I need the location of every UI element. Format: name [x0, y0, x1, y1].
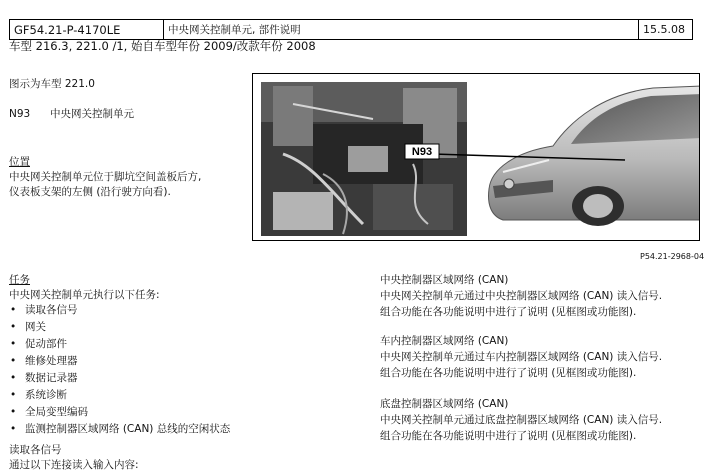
can-section-central: [380, 272, 662, 320]
location-line-2: 仪表板支架的左侧 (沿行驶方向看).: [9, 186, 171, 198]
can-title: 车内控制器区域网络 (CAN): [380, 335, 509, 347]
doc-id: GF54.21-P-4170LE: [10, 20, 164, 39]
callout-label: N93: [411, 146, 433, 158]
component-code: N93: [9, 108, 31, 120]
location-heading: 位置: [9, 156, 30, 168]
figure-illustration: [253, 74, 700, 241]
component-name: 中央网关控制单元: [50, 108, 134, 120]
can-line-1: 中央网关控制单元通过底盘控制器区域网络 (CAN) 读入信号.: [380, 414, 663, 426]
tasks-heading: 任务: [9, 274, 30, 286]
list-item: • 维修处理器: [9, 353, 230, 370]
can-title: 底盘控制器区域网络 (CAN): [380, 398, 509, 410]
list-item: • 监测控制器区域网络 (CAN) 总线的空闲状态: [9, 421, 230, 438]
tasks-list: [9, 302, 230, 438]
can-line-2: 组合功能在各功能说明中进行了说明 (见框图或功能图).: [380, 367, 637, 379]
list-item: • 系统诊断: [9, 387, 230, 404]
read-signals-line: 通过以下连接读入输入内容:: [9, 459, 139, 471]
figure-note: 图示为车型 221.0: [9, 78, 95, 90]
can-section-interior: [380, 333, 662, 381]
doc-date: 15.5.08: [643, 23, 685, 36]
can-line-1: 中央网关控制单元通过中央控制器区域网络 (CAN) 读入信号.: [380, 290, 663, 302]
list-item: • 网关: [9, 319, 230, 336]
can-line-2: 组合功能在各功能说明中进行了说明 (见框图或功能图).: [380, 430, 637, 442]
figure-caption: P54.21-2968-04: [640, 252, 705, 261]
can-title: 中央控制器区域网络 (CAN): [380, 274, 509, 286]
list-item: • 读取各信号: [9, 302, 230, 319]
component-figure: [252, 73, 700, 241]
can-line-2: 组合功能在各功能说明中进行了说明 (见框图或功能图).: [380, 306, 637, 318]
list-item: • 促动部件: [9, 336, 230, 353]
can-line-1: 中央网关控制单元通过车内控制器区域网络 (CAN) 读入信号.: [380, 351, 663, 363]
location-line-1: 中央网关控制单元位于脚坑空间盖板后方,: [9, 171, 202, 183]
doc-title: 中央网关控制单元, 部件说明: [164, 20, 639, 39]
list-item: • 全局变型编码: [9, 404, 230, 421]
list-item: • 数据记录器: [9, 370, 230, 387]
document-header: [9, 19, 693, 40]
model-line: 车型 216.3, 221.0 /1, 始自车型年份 2009/改款年份 2008: [9, 39, 316, 53]
can-section-chassis: [380, 396, 662, 444]
tasks-intro: 中央网关控制单元执行以下任务:: [9, 289, 160, 301]
read-signals-heading: 读取各信号: [9, 444, 62, 456]
